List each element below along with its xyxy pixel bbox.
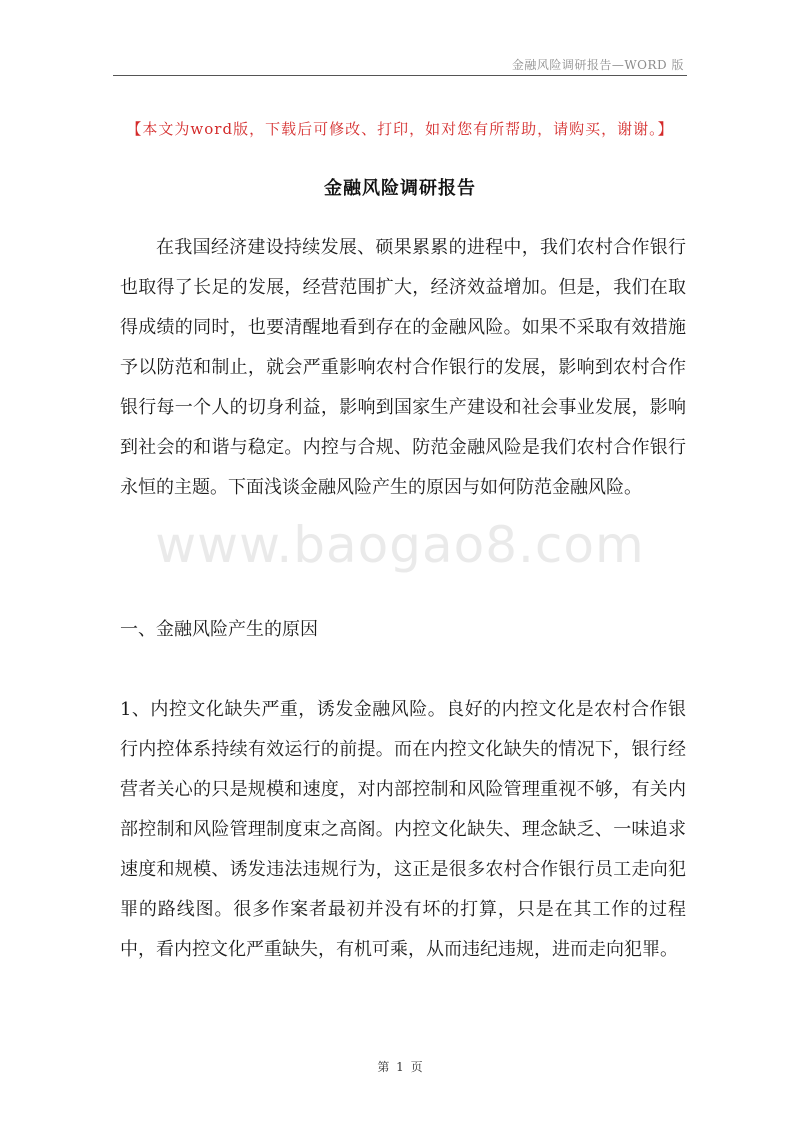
running-header: 金融风险调研报告—WORD 版 [511, 58, 684, 72]
intro-paragraph: 在我国经济建设持续发展、硕果累累的进程中，我们农村合作银行也取得了长足的发展，经营范围扩大，经济效益增加。但是，我们在取得成绩的同时，也要清醒地看到存在的金融风险。如果不采取有效措施予以防范和制止，就会严重影响农村合作银行的发展，影响到农村合作银行每一个人的切身利益，影响到国家生产建设和社会事业发展，影响到社会的和谐与稳定。内控与合规、防范金融风险是我们农村合作银行永恒的主题。下面浅谈金融风险产生的原因与如何防范金融风险。 [120, 237, 686, 498]
section-heading: 一、金融风险产生的原因 [120, 619, 318, 640]
header-divider [113, 75, 687, 76]
point-1-paragraph: 1、内控文化缺失严重，诱发金融风险。良好的内控文化是农村合作银行内控体系持续有效运行的前提。而在内控文化缺失的情况下，银行经营者关心的只是规模和速度，对内部控制和风险管理重视不够，有关内部控制和风险管理制度束之高阁。内控文化缺失、理念缺乏、一味追求速度和规模、诱发违法违规行为，这正是很多农村合作银行员工走向犯罪的路线图。很多作案者最初并没有坏的打算，只是在其工作的过程中，看内控文化严重缺失，有机可乘，从而违纪违规，进而走向犯罪。 [120, 699, 686, 960]
download-notice: 【本文为word版，下载后可修改、打印，如对您有所帮助，请购买，谢谢。】 [126, 120, 674, 138]
page-number: 第 1 页 [377, 1060, 423, 1074]
watermark: www.baogao8.com [155, 516, 645, 574]
document-title: 金融风险调研报告 [324, 178, 476, 199]
